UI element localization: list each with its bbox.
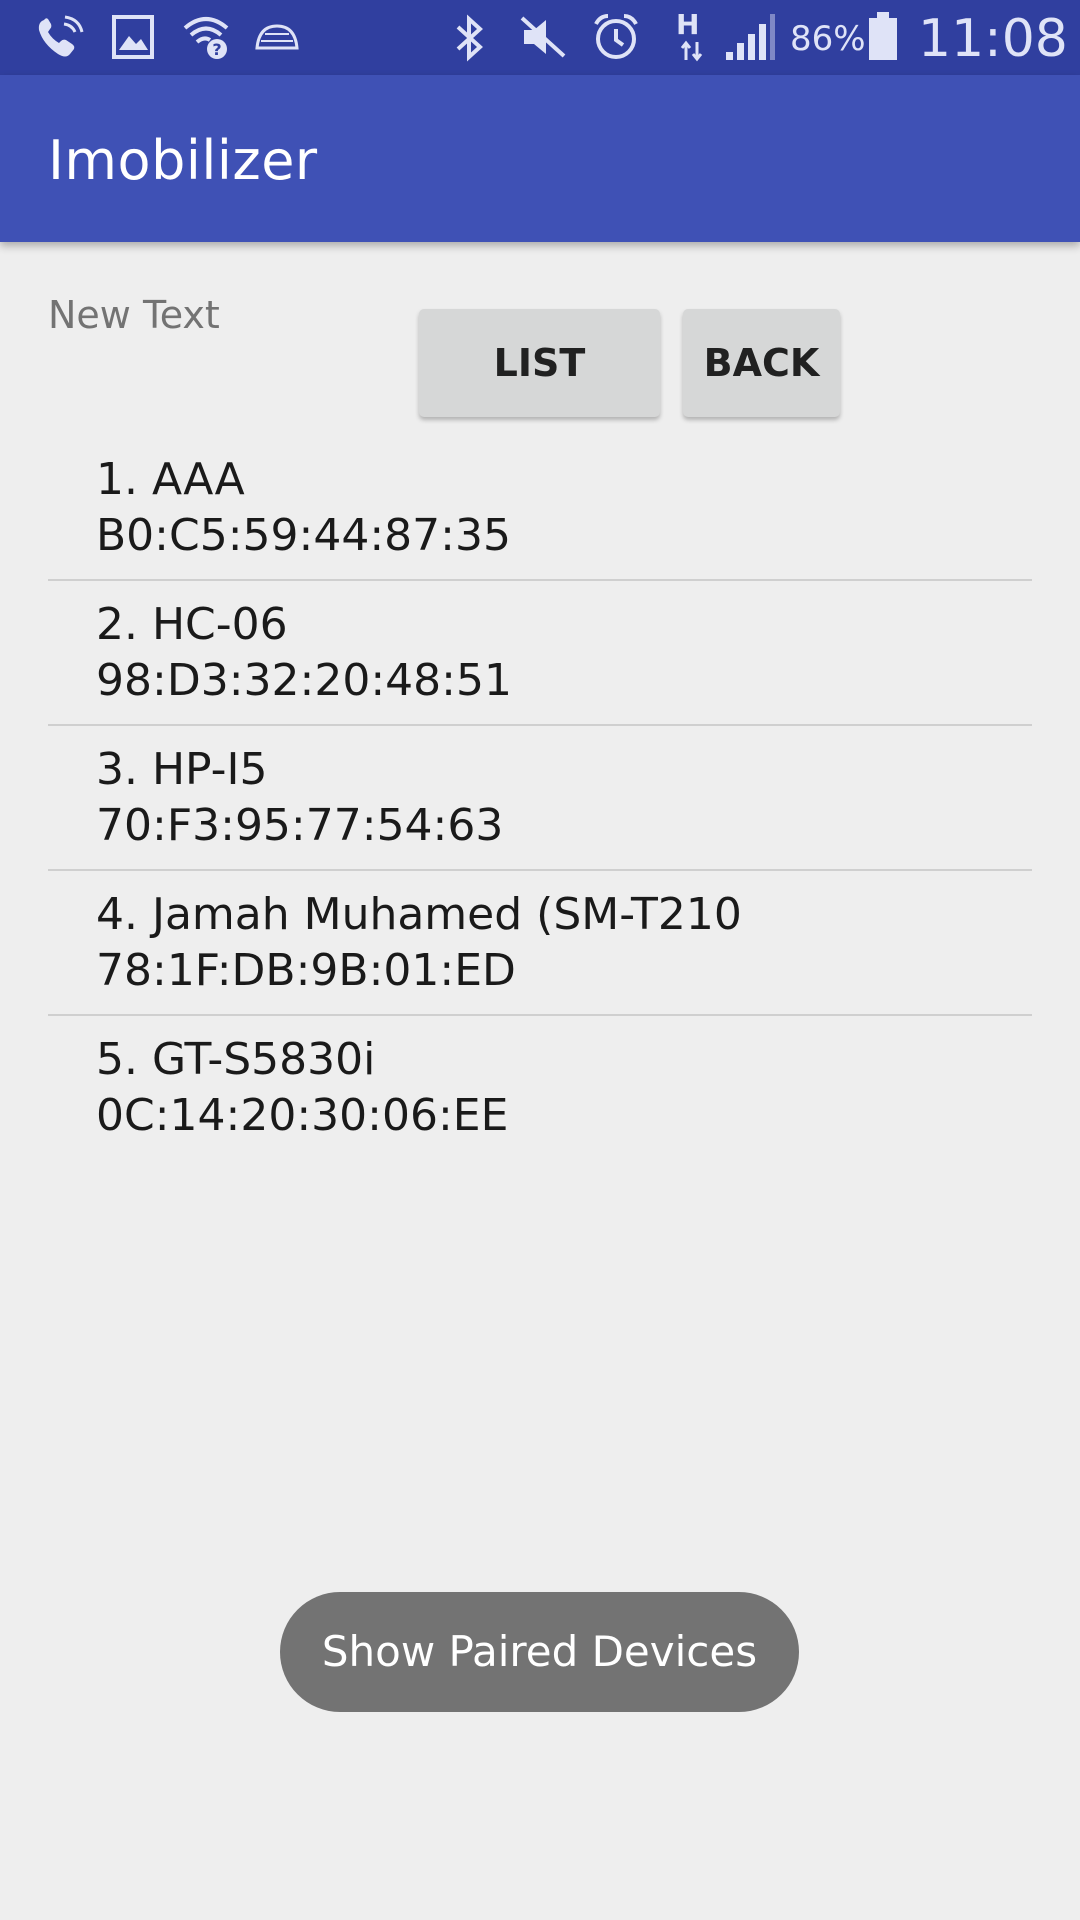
status-bar: [0, 0, 1080, 75]
cloud-icon: [253, 22, 301, 52]
paired-device-list: [48, 436, 1032, 1161]
wifi-question-icon: [182, 14, 232, 60]
device-mac: 70:F3:95:77:54:63: [96, 800, 504, 851]
status-time: 11:08: [918, 9, 1068, 69]
mute-icon: [518, 14, 568, 60]
device-mac: B0:C5:59:44:87:35: [96, 510, 511, 561]
new-text-label: New Text: [48, 293, 220, 337]
app-title: Imobilizer: [48, 129, 318, 192]
device-mac: 98:D3:32:20:48:51: [96, 655, 512, 706]
list-item[interactable]: [48, 726, 1032, 871]
device-name: 3. HP-I5: [96, 744, 268, 795]
image-icon: [111, 14, 155, 60]
data-arrows-icon: [680, 40, 704, 62]
device-name: 5. GT-S5830i: [96, 1034, 376, 1085]
list-item[interactable]: [48, 1016, 1032, 1161]
svg-text:?: ?: [212, 40, 222, 59]
device-mac: 78:1F:DB:9B:01:ED: [96, 945, 516, 996]
list-item[interactable]: [48, 871, 1032, 1016]
bluetooth-icon: [452, 13, 488, 63]
list-item[interactable]: [48, 436, 1032, 581]
device-name: 2. HC-06: [96, 599, 288, 650]
network-type-icon: H: [676, 8, 700, 41]
back-button[interactable]: BACK: [683, 309, 840, 417]
list-item[interactable]: [48, 581, 1032, 726]
battery-icon: [866, 10, 900, 62]
battery-percent: 86%: [790, 19, 866, 59]
device-mac: 0C:14:20:30:06:EE: [96, 1090, 509, 1141]
signal-icon: [724, 12, 776, 62]
list-button[interactable]: LIST: [419, 309, 660, 417]
toast-message: Show Paired Devices: [280, 1592, 799, 1712]
app-bar: [0, 75, 1080, 242]
wifi-calling-icon: [34, 14, 86, 62]
device-name: 1. AAA: [96, 454, 245, 505]
alarm-icon: [592, 12, 640, 62]
device-name: 4. Jamah Muhamed (SM-T210: [96, 889, 742, 940]
